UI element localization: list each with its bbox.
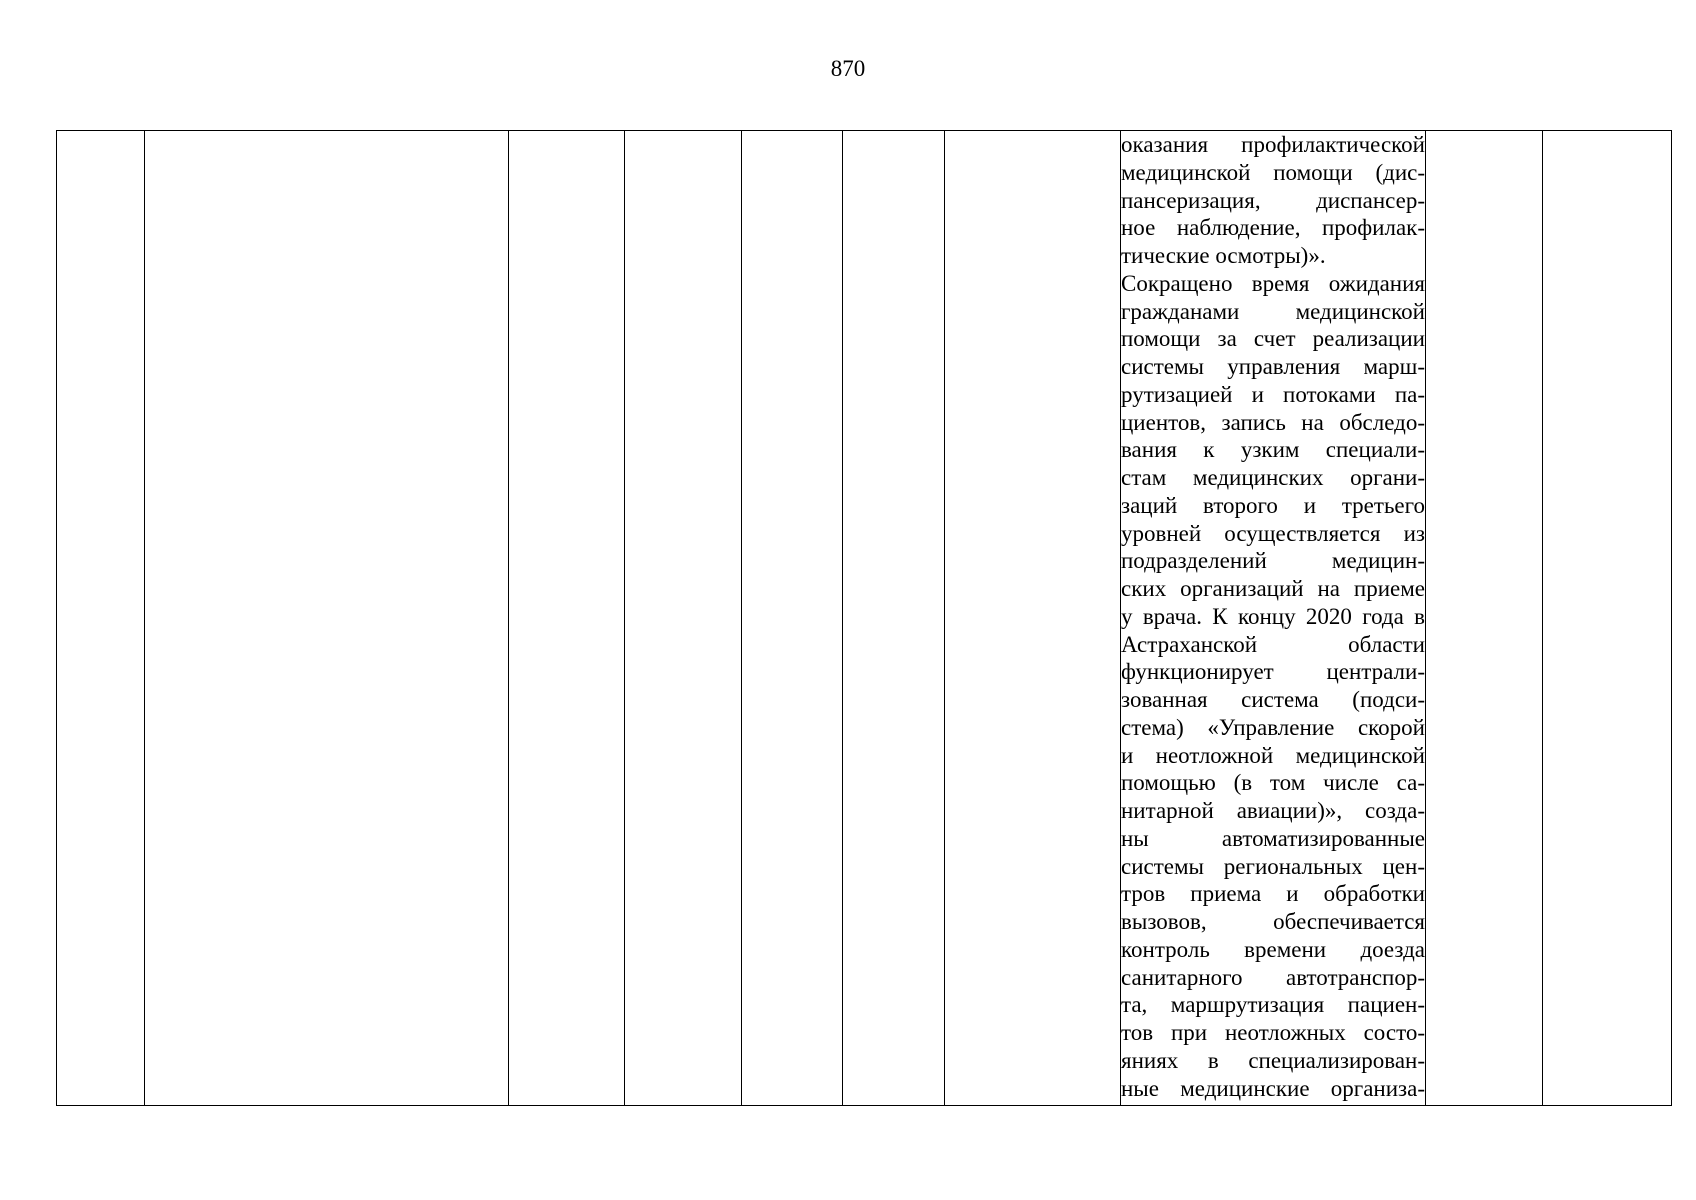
table-cell-4: [625, 131, 742, 1106]
cell-text-line: Астраханской области: [1121, 631, 1425, 657]
cell-text-line: ное наблюдение, профилак-: [1121, 215, 1425, 241]
cell-text-line: функционирует централи-: [1121, 659, 1425, 685]
cell-text-line: ны автоматизированные: [1121, 825, 1425, 851]
document-table: [56, 130, 1672, 1106]
table-cell-5: [742, 131, 843, 1106]
cell-text-line: системы региональных цен-: [1121, 853, 1425, 879]
cell-text-line: Сокращено время ожидания: [1121, 270, 1425, 296]
table-cell-2: [145, 131, 509, 1106]
cell-text-line: вызовов, обеспечивается: [1121, 909, 1425, 934]
cell-text-line: заций второго и третьего: [1121, 492, 1425, 518]
cell-text-line: нитарной авиации)», созда-: [1121, 798, 1425, 823]
cell-text-line: тические осмотры)».: [1121, 243, 1326, 268]
table-cell-3: [509, 131, 625, 1106]
cell-text-line: и неотложной медицинской: [1121, 742, 1425, 768]
cell-text-line: ные медицинские организа-: [1121, 1075, 1425, 1101]
cell-text-line: зованная система (подси-: [1121, 687, 1425, 712]
cell-text-line: стема) «Управление скорой: [1121, 714, 1425, 740]
cell-text-line: медицинской помощи (дис-: [1121, 159, 1425, 185]
cell-text-line: ских организаций на приеме: [1121, 576, 1425, 601]
table-cell-7: [945, 131, 1121, 1106]
cell-text-line: яниях в специализирован-: [1121, 1047, 1425, 1073]
cell-text-line: пансеризация, диспансер-: [1121, 187, 1425, 213]
cell-text-line: у врача. К концу 2020 года в: [1121, 603, 1425, 629]
cell-text-line: та, маршрутизация пациен-: [1121, 992, 1425, 1018]
cell-text-line: вания к узким специали-: [1121, 437, 1425, 463]
cell-text-line: тров приема и обработки: [1121, 881, 1425, 907]
table-cell-1: [57, 131, 145, 1106]
cell-text-line: тов при неотложных состо-: [1121, 1020, 1425, 1045]
table-cell-6: [843, 131, 945, 1106]
table-row: [57, 131, 1672, 1106]
cell-text-line: системы управления марш-: [1121, 354, 1425, 379]
table-cell-results-text: [1121, 131, 1426, 1106]
cell-text-line: контроль времени доезда: [1121, 936, 1425, 962]
cell-text-line: рутизацией и потоками па-: [1121, 381, 1425, 407]
cell-text-line: гражданами медицинской: [1121, 298, 1425, 324]
cell-text-line: уровней осуществляется из: [1121, 520, 1425, 546]
cell-text-line: помощью (в том числе са-: [1121, 770, 1425, 796]
cell-text-line: помощи за счет реализации: [1121, 326, 1425, 352]
table-cell-10: [1543, 131, 1672, 1106]
cell-text-line: оказания профилактической: [1121, 132, 1425, 157]
cell-text-line: санитарного автотранспор-: [1121, 964, 1425, 990]
cell-text-line: подразделений медицин-: [1121, 548, 1425, 574]
cell-text-paragraph: [1121, 131, 1425, 1103]
cell-text-line: циентов, запись на обследо-: [1121, 409, 1425, 435]
cell-text-line: стам медицинских органи-: [1121, 465, 1425, 490]
table-cell-9: [1426, 131, 1543, 1106]
page-number: 870: [830, 56, 866, 81]
